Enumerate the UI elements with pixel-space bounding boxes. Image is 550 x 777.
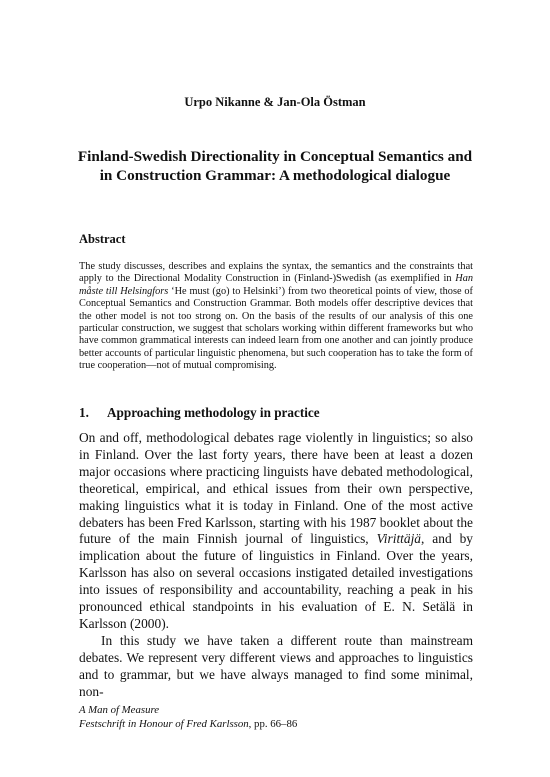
- footer-festschrift: Festschrift in Honour of Fred Karlsson: [79, 717, 249, 730]
- section-title: Approaching methodology in practice: [107, 405, 320, 420]
- footer-pages: , pp. 66–86: [248, 717, 298, 730]
- title-line-2: in Construction Grammar: A methodological dialogue: [99, 167, 451, 184]
- abstract-heading: Abstract: [79, 232, 126, 246]
- title-line-1: Finland-Swedish Directionality in Conceptual Semantics and: [77, 148, 473, 165]
- abstract-part-1: The study discusses, describes and explains the syntax, the semantics and the constraints that apply to the Directional Modality Construction in (Finland-)Swedish (as exemplified in: [79, 261, 473, 285]
- abstract-text: [79, 261, 473, 373]
- paragraph-2: In this study we have taken a different route than mainstream debates. We represent very different views and approaches to linguistics and to grammar, but we have always managed to find some minimal, non-: [79, 632, 473, 699]
- footer: [79, 704, 297, 731]
- footer-citation: [79, 718, 297, 732]
- paper-title: [60, 147, 490, 185]
- footer-book-title: A Man of Measure: [79, 704, 160, 716]
- authors: Urpo Nikanne & Jan-Ola Östman: [184, 95, 366, 109]
- abstract-example: Han måste till Helsingfors: [79, 273, 473, 297]
- section-number: 1.: [79, 405, 89, 420]
- journal-name: Virittäjä: [376, 531, 421, 547]
- paragraph-1-part-a: On and off, methodological debates rage violently in linguistics; so also in Finland. Over the last forty years, there have been at least a dozen major occasions where practicing linguists have debated methodological, theoretical, empirical, and ethical issues from their own perspective, making linguistics what it is today in Finland. One of the most active debaters has been Fred Karlsson, starting with his 1987 booklet about the future of the main Finnish journal of linguistics,: [79, 430, 473, 547]
- body-text: [79, 430, 473, 701]
- paragraph-1: [79, 430, 473, 633]
- section-heading: [79, 405, 473, 421]
- paragraph-1-part-b: , and by implication about the future of linguistics in Finland. Over the years, Karlsson has also on several occasions instigated detailed investigations into issues of responsibility and accountability, reaching a peak in his pronounced ethical standpoints in his evaluation of E. N. Setälä in Karlsson (2000).: [79, 531, 473, 631]
- abstract-part-2: ‘He must (go) to Helsinki’) from two theoretical points of view, those of Conceptual Semantics and Construction Grammar. Both models offer descriptive devices that the other model is not too strong on. On the basis of the results of our analysis of this one particular construction, we suggest that scholars working within different frameworks but who have common grammatical interests can indeed learn from one another and can jointly produce better accounts of particular linguistic phenomena, but such cooperation has to take the form of true cooperation—not of mutual compromising.: [79, 285, 473, 372]
